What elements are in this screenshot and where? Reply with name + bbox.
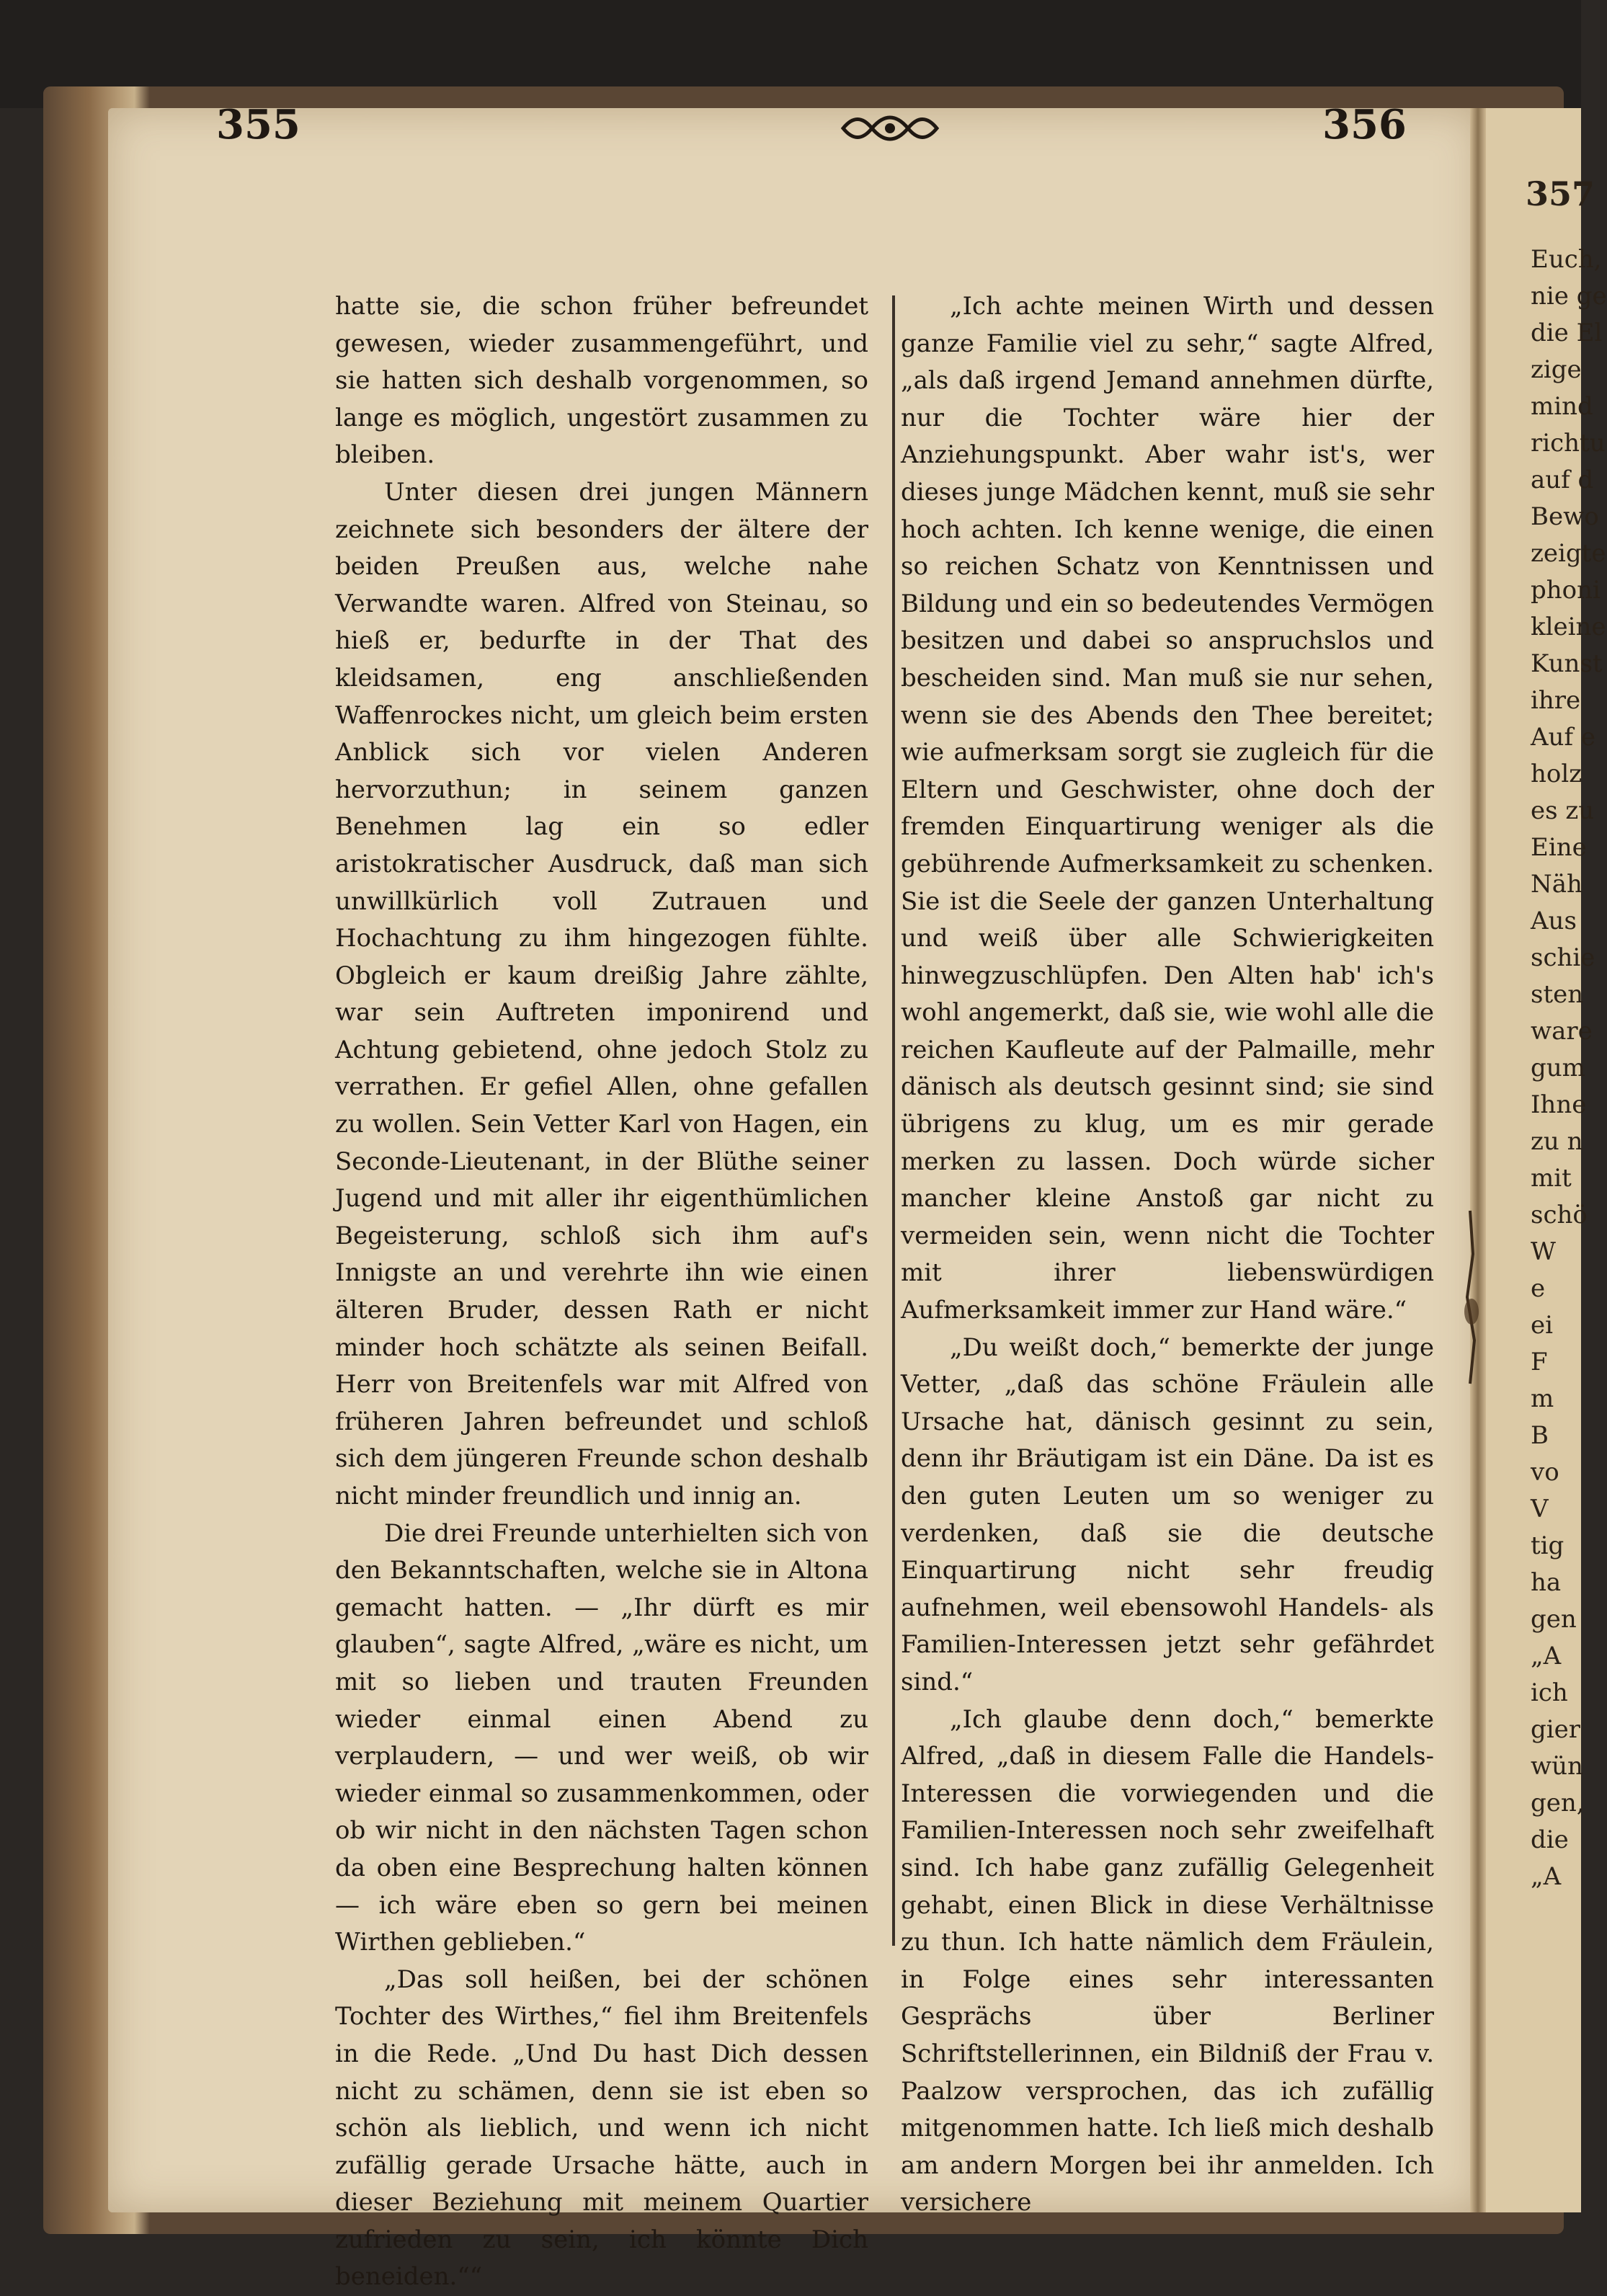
- next-page-fragment: tig: [1531, 1531, 1564, 1560]
- next-page-fragment: zu n: [1531, 1127, 1583, 1156]
- next-page-fragment: gum: [1531, 1054, 1585, 1082]
- next-page-fragment: F: [1531, 1348, 1548, 1376]
- next-page-fragment: Eine: [1531, 833, 1587, 862]
- next-page-fragment: richtu: [1531, 429, 1606, 458]
- paragraph: „Ich glaube denn doch,“ bemerkte Alfred, „daß in diesem Falle die Handels-Interessen die vorwiegenden und die Familien-Interessen noch sehr zweifelhaft sind. Ich habe ganz zufällig Gelegenheit gehabt, einen Blick in diese Verhältnisse zu thun. Ich hatte nämlich dem Fräulein, in Folge eines sehr interessanten Gesprächs über Berliner Schriftstellerinnen, ein Bildniß der Frau v. Paalzow versprochen, das ich zufällig mitgenommen hatte. Ich ließ mich deshalb am andern Morgen bei ihr anmelden. Ich versichere: [901, 1704, 1434, 2217]
- paragraph: hatte sie, die schon früher befreundet gewesen, wieder zusammengeführt, und sie hatten sich deshalb vorgenommen, so lange es möglich, ungestört zusammen zu bleiben.: [335, 292, 868, 470]
- paragraph: Unter diesen drei jungen Männern zeichnete sich besonders der ältere der beiden Preußen aus, welche nahe Verwandte waren. Alfred von Steinau, so hieß er, bedurfte in der That des kleidsamen, eng anschließenden Waffenrockes nicht, um gleich beim ersten Anblick sich vor vielen Anderen hervorzuthun; in seinem ganzen Benehmen lag ein so edler aristokratischer Ausdruck, daß man sich unwillkürlich voll Zutrauen und Hochachtung zu ihm hingezogen fühlte. Obgleich er kaum dreißig Jahre zählte, war sein Auftreten imponirend und Achtung gebietend, ohne jedoch Stolz zu verrathen. Er gefiel Allen, ohne gefallen zu wollen. Sein Vetter Karl von Hagen, ein Seconde-Lieutenant, in der Blüthe seiner Jugend und mit aller ihr eigenthümlichen Begeisterung, schloß sich ihm auf's Innigste an und verehrte ihn wie einen älteren Bruder, dessen Rath er nicht minder hoch schätzte als seinen Beifall. Herr von Breitenfels war mit Alfred von früheren Jahren befreundet und schloß sich dem jüngeren Freunde schon deshalb nicht minder freundlich und innig an.: [335, 477, 868, 1510]
- ink-blot-icon: [1448, 1196, 1492, 1441]
- next-page-fragment: die: [1531, 1825, 1569, 1854]
- next-page-fragment: „A: [1531, 1642, 1562, 1670]
- paragraph: „Du weißt doch,“ bemerkte der junge Vetter, „daß das schöne Fräulein alle Ursache hat, dänisch gesinnt zu sein, denn ihr Bräutigam ist ein Däne. Da ist es den guten Leuten um so weniger zu verdenken, daß sie die deutsche Einquartirung nicht sehr freudig aufnehmen, weil ebensowohl Handels- als Familien-Interessen jetzt sehr gefährdet sind.“: [901, 1332, 1434, 1696]
- text-column-right: [901, 288, 1434, 2222]
- column-divider: [892, 295, 895, 1946]
- page-number-right: 356: [1322, 101, 1407, 148]
- paragraph: „Ich achte meinen Wirth und dessen ganze Familie viel zu sehr,“ sagte Alfred, „als daß irgend Jemand annehmen dürfte, nur die Tochter wäre hier der Anziehungspunkt. Aber wahr ist's, wer dieses junge Mädchen kennt, muß sie sehr hoch achten. Ich kenne wenige, die einen so reichen Schatz von Kenntnissen und Bildung und ein so bedeutendes Vermögen besitzen und dabei so anspruchslos und bescheiden sind. Man muß sie nur sehen, wenn sie des Abends den Thee bereitet; wie aufmerksam sorgt sie zugleich für die Eltern und Geschwister, ohne doch der fremden Einquartirung weniger als die gebührende Aufmerksamkeit zu schenken. Sie ist die Seele der ganzen Unterhaltung und weiß über alle Schwierigkeiten hinwegzuschlüpfen. Den Alten hab' ich's wohl angemerkt, daß sie, wie wohl alle die reichen Kaufleute auf der Palmaille, mehr dänisch als deutsch gesinnt sind; sie sind übrigens zu klug, um es mir gerade merken zu lassen. Doch würde sicher mancher kleine Anstoß gar nicht zu vermeiden sein, wenn nicht die Tochter mit ihrer liebenswürdigen Aufmerksamkeit immer zur Hand wäre.“: [901, 292, 1434, 1325]
- next-page-fragment: ich: [1531, 1678, 1568, 1707]
- next-page-fragment: gen: [1531, 1605, 1577, 1634]
- next-page-fragment: gier: [1531, 1715, 1581, 1744]
- next-page-fragment: ei: [1531, 1311, 1553, 1340]
- page-number-left: 355: [216, 101, 301, 148]
- next-page-edge: [1486, 108, 1607, 2212]
- ornament-icon: [836, 107, 944, 150]
- next-page-number: 357: [1526, 174, 1595, 213]
- next-page-fragment: wün: [1531, 1752, 1583, 1781]
- next-page-fragment: es zu: [1531, 796, 1595, 825]
- next-page-fragment: vo: [1531, 1458, 1559, 1487]
- next-page-fragment: Kunst: [1531, 649, 1603, 678]
- book-gutter: [1470, 108, 1486, 2212]
- next-page-fragment: Auf e: [1531, 723, 1595, 752]
- next-page-text: [1531, 241, 1607, 1895]
- next-page-fragment: ware: [1531, 1017, 1593, 1046]
- next-page-fragment: V: [1531, 1495, 1549, 1523]
- next-page-fragment: schie: [1531, 943, 1595, 972]
- next-page-fragment: holz: [1531, 760, 1582, 788]
- next-page-fragment: Bewo: [1531, 502, 1599, 531]
- next-page-fragment: phoni: [1531, 576, 1601, 605]
- next-page-fragment: Näh: [1531, 870, 1582, 899]
- next-page-fragment: kleine: [1531, 613, 1606, 641]
- next-page-fragment: die El: [1531, 319, 1603, 347]
- next-page-fragment: ha: [1531, 1568, 1562, 1597]
- next-page-fragment: sten: [1531, 980, 1584, 1009]
- next-page-fragment: schö: [1531, 1201, 1588, 1229]
- next-page-fragment: mind: [1531, 392, 1593, 421]
- next-page-fragment: Euch,: [1531, 245, 1602, 274]
- next-page-fragment: zige: [1531, 355, 1582, 384]
- next-page-fragment: e: [1531, 1274, 1546, 1303]
- paragraph: „Das soll heißen, bei der schönen Tochter des Wirthes,“ fiel ihm Breitenfels in die Rede. „Und Du hast Dich dessen nicht zu schämen, denn sie ist eben so schön als lieblich, und wenn ich nicht zufällig gerade Ursache hätte, auch in dieser Beziehung mit meinem Quartier zufrieden zu sein, ich könnte Dich beneiden.““: [335, 1964, 868, 2292]
- next-page-fragment: m: [1531, 1384, 1554, 1413]
- paragraph: Die drei Freunde unterhielten sich von den Bekanntschaften, welche sie in Altona gemacht hatten. — „Ihr dürft es mir glauben“, sagte Alfred, „wäre es nicht, um mit so lieben und trauten Freunden wieder einmal einen Abend zu verplaudern, — und wer weiß, ob wir wieder einmal so zusammenkommen, oder ob wir nicht in den nächsten Tagen schon da oben eine Besprechung halten können — ich wäre eben so gern bei meinen Wirthen geblieben.“: [335, 1518, 868, 1957]
- next-page-fragment: nie ge: [1531, 282, 1607, 311]
- next-page-fragment: B: [1531, 1421, 1549, 1450]
- next-page-fragment: zeigte: [1531, 539, 1606, 568]
- next-page-fragment: auf d: [1531, 466, 1594, 494]
- text-column-left: [335, 288, 868, 2296]
- next-page-fragment: mit: [1531, 1164, 1572, 1193]
- next-page-fragment: W: [1531, 1237, 1556, 1266]
- next-page-fragment: „A: [1531, 1862, 1562, 1891]
- next-page-fragment: Ihne: [1531, 1090, 1587, 1119]
- next-page-fragment: Aus: [1531, 907, 1577, 935]
- next-page-fragment: gen,: [1531, 1789, 1585, 1817]
- next-page-fragment: ihre: [1531, 686, 1581, 715]
